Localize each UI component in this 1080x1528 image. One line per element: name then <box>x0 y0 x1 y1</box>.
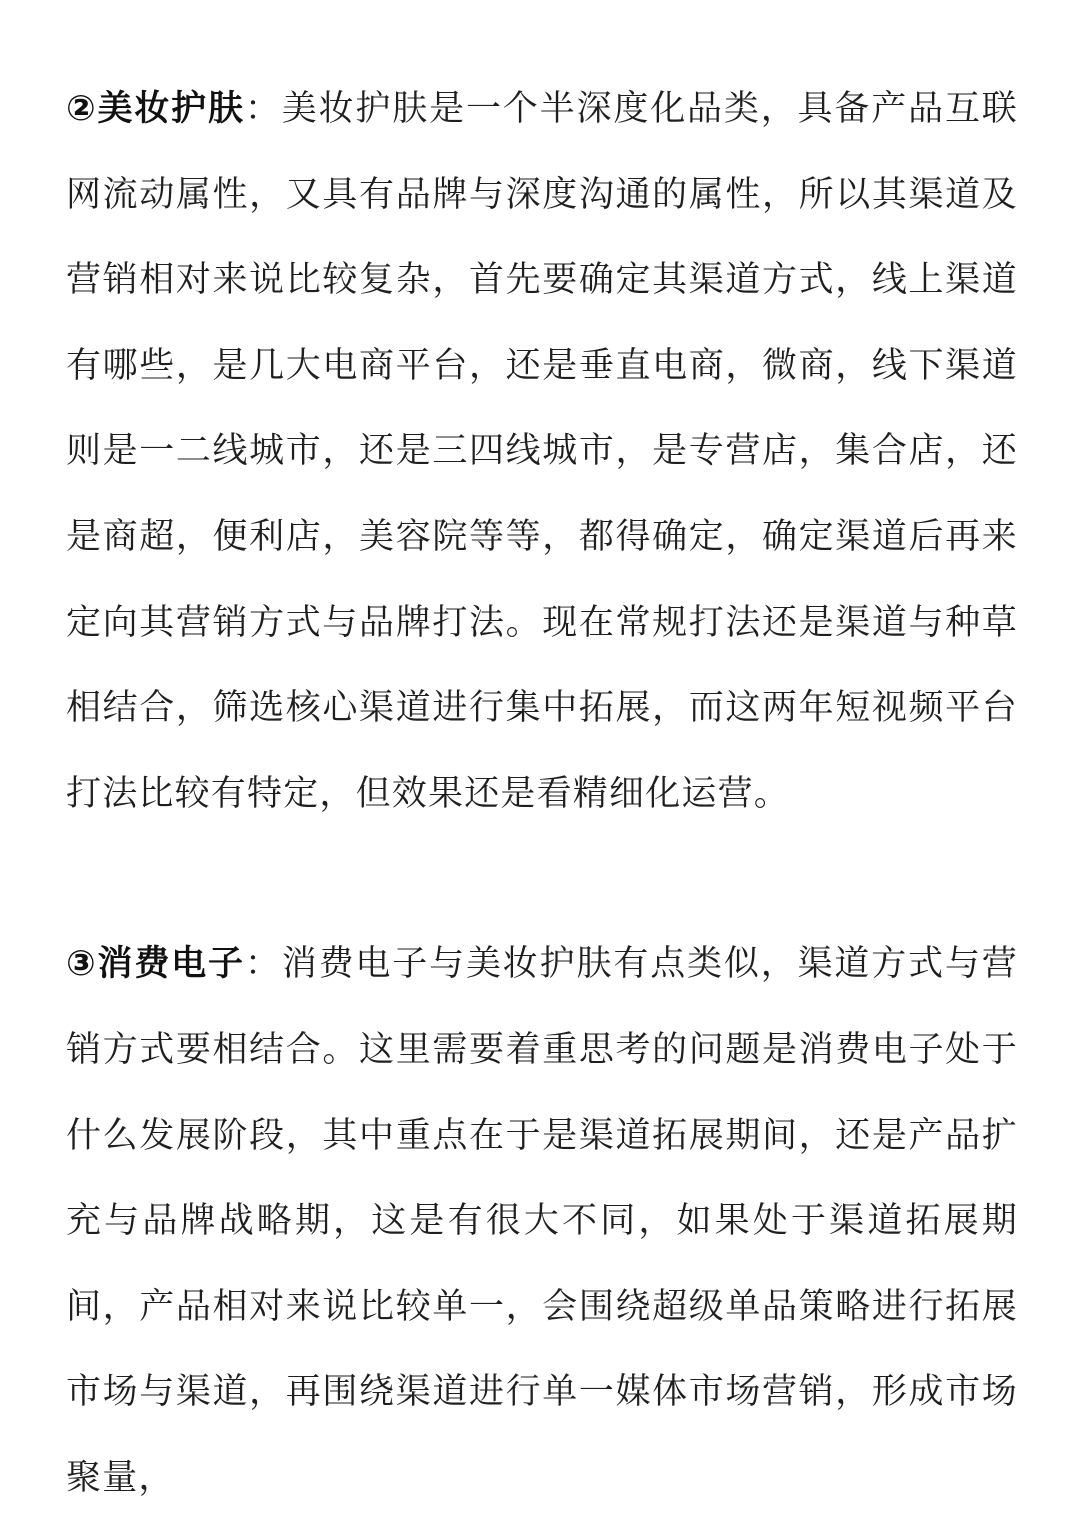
heading-separator: ： <box>244 89 282 129</box>
section-heading: ③消费电子 <box>66 944 245 985</box>
article-body <box>66 67 1018 1522</box>
section-text: 美妆护肤是一个半深度化品类，具备产品互联网流动属性，又具有品牌与深度沟通的属性，所以其渠道及营销相对来说比较复杂，首先要确定其渠道方式，线上渠道有哪些，是几大电商平台，还是垂直电商，微商，线下渠道则是一二线城市，还是三四线城市，是专营店，集合店，还是商超，便利店，美容院等等，都得确定，确定渠道后再来定向其营销方式与品牌打法。现在常规打法还是渠道与种草相结合，筛选核心渠道进行集中拓展，而这两年短视频平台打法比较有特定，但效果还是看精细化运营。 <box>66 89 1019 814</box>
section-heading: ②美妆护肤 <box>66 89 245 129</box>
heading-separator: ： <box>244 944 282 985</box>
section-consumer-electronics <box>66 922 1018 1521</box>
section-text: 消费电子与美妆护肤有点类似，渠道方式与营销方式要相结合。这里需要着重思考的问题是消费电子处于什么发展阶段，其中重点在于是渠道拓展期间，还是产品扩充与品牌战略期，这是有很大不同，如果处于渠道拓展期间，产品相对来说比较单一，会围绕超级单品策略进行拓展市场与渠道，再围绕渠道进行单一媒体市场营销，形成市场聚量， <box>66 944 1019 1498</box>
section-beauty-skincare <box>66 67 1018 837</box>
